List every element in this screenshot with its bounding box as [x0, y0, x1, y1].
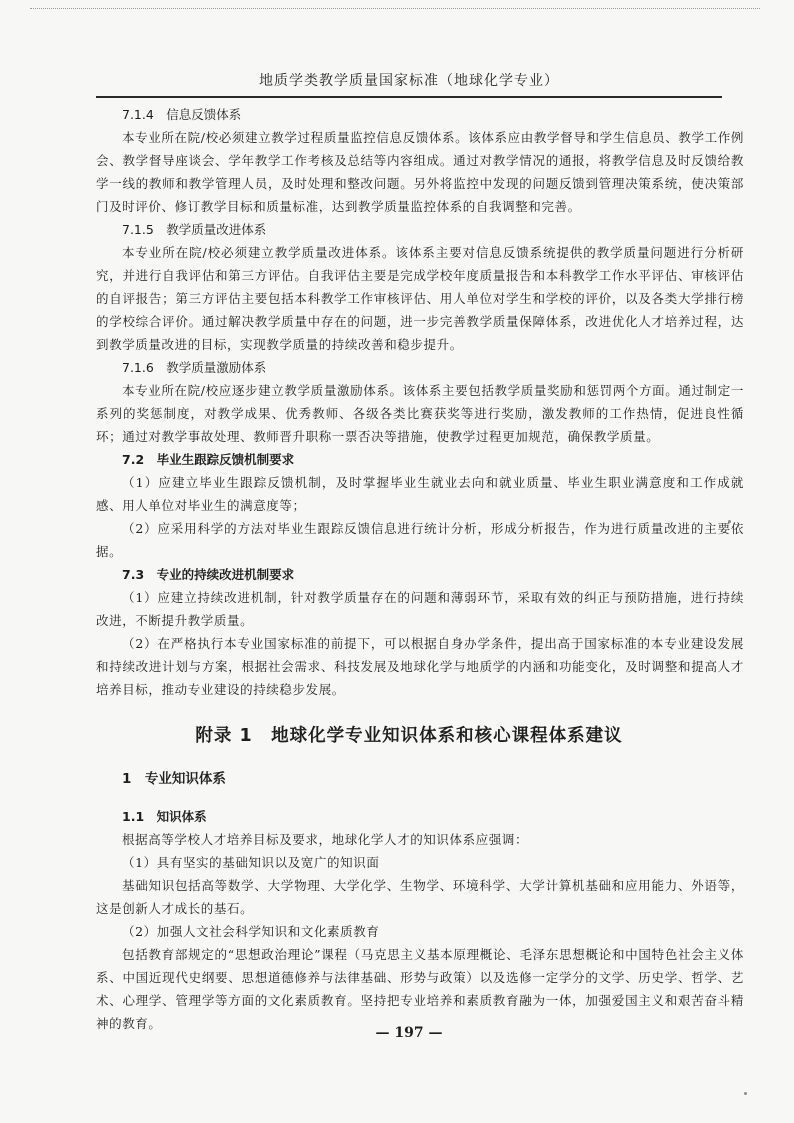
heading-7-3: 7.3 专业的持续改进机制要求 [122, 567, 295, 582]
appendix-item-1-text: 基础知识包括高等数学、大学物理、大学化学、生物学、环境科学、大学计算机基础和应用能力、外语等，这是创新人才成长的基石。 [96, 878, 744, 916]
scan-speck [744, 1092, 747, 1095]
running-header: 地质学类教学质量国家标准（地球化学专业） [259, 73, 559, 89]
paragraph-7-1-4: 本专业所在院/校必须建立教学过程质量监控信息反馈体系。该体系应由教学督导和学生信息员、教学工作例会、教学督导座谈会、学年教学工作考核及总结等内容组成。通过对教学情况的通报，将教学信息及时反馈给教学一线的教师和教学管理人员，及时处理和整改问题。另外将监控中发现的问题反馈到管理决策系统，使决策部门及时评价、修订教学目标和质量标准，达到教学质量监控体系的自我调整和完善。 [96, 130, 744, 214]
appendix-item-1-title: （1）具有坚实的基础知识以及宽广的知识面 [122, 855, 380, 870]
appendix-body [96, 768, 744, 1035]
list-item-7-3-2: （2）在严格执行本专业国家标准的前提下，可以根据自身办学条件，提出高于国家标准的本专业建设发展和持续改进计划与方案，根据社会需求、科技发展及地球化学与地质学的内涵和功能变化，及时调整和提高人才培养目标，推动专业建设的持续稳步发展。 [96, 636, 744, 697]
heading-appendix-1-1: 1.1 知识体系 [122, 809, 207, 824]
appendix-intro: 根据高等学校人才培养目标及要求，地球化学人才的知识体系应强调： [122, 832, 529, 847]
heading-7-1-6: 7.1.6 教学质量激励体系 [122, 360, 267, 375]
header-rule [96, 96, 722, 98]
paragraph-7-1-5: 本专业所在院/校必须建立教学质量改进体系。该体系主要对信息反馈系统提供的教学质量问题进行分析研究，并进行自我评估和第三方评估。自我评估主要是完成学校年度质量报告和本科教学工作水平评估、审核评估的自评报告；第三方评估主要包括本科教学工作审核评估、用人单位对学生和学校的评价，以及各类大学排行榜的学校综合评价。通过解决教学质量中存在的问题，进一步完善教学质量保障体系，改进优化人才培养过程，达到教学质量改进的目标，实现教学质量的持续改善和稳步提升。 [96, 245, 744, 352]
appendix-title: 附录 1 地球化学专业知识体系和核心课程体系建议 [195, 726, 623, 746]
heading-appendix-1: 1 专业知识体系 [122, 771, 226, 787]
list-item-7-2-2: （2）应采用科学的方法对毕业生跟踪反馈信息进行统计分析，形成分析报告，作为进行质量改进的主要依据。 [96, 521, 744, 559]
page-number: — 197 — [375, 1025, 443, 1041]
paragraph-7-1-6: 本专业所在院/校应逐步建立教学质量激励体系。该体系主要包括教学质量奖励和惩罚两个方面。通过制定一系列的奖惩制度，对教学成果、优秀教师、各级各类比赛获奖等进行奖励，激发教师的工作热情，促进良性循环；通过对教学事故处理、教师晋升职称一票否决等措施，使教学过程更加规范，确保教学质量。 [96, 383, 744, 444]
section-7-body [96, 103, 744, 701]
heading-7-2: 7.2 毕业生跟踪反馈机制要求 [122, 452, 295, 467]
list-item-7-2-1: （1）应建立毕业生跟踪反馈机制，及时掌握毕业生就业去向和就业质量、毕业生职业满意度和工作成就感、用人单位对毕业生的满意度等； [96, 475, 744, 513]
appendix-item-2-text: 包括教育部规定的“思想政治理论”课程（马克思主义基本原理概论、毛泽东思想概论和中国特色社会主义体系、中国近现代史纲要、思想道德修养与法律基础、形势与政策）以及选修一定学分的文学、历史学、哲学、艺术、心理学、管理学等方面的文化素质教育。坚持把专业培养和素质教育融为一体，加强爱国主义和艰苦奋斗精神的教育。 [96, 947, 744, 1031]
scan-edge-mark [30, 8, 760, 23]
heading-7-1-4: 7.1.4 信息反馈体系 [122, 107, 242, 122]
heading-7-1-5: 7.1.5 教学质量改进体系 [122, 222, 267, 237]
list-item-7-3-1: （1）应建立持续改进机制，针对教学质量存在的问题和薄弱环节，采取有效的纠正与预防措施，进行持续改进，不断提升教学质量。 [96, 590, 744, 628]
appendix-item-2-title: （2）加强人文社会科学知识和文化素质教育 [122, 924, 380, 939]
